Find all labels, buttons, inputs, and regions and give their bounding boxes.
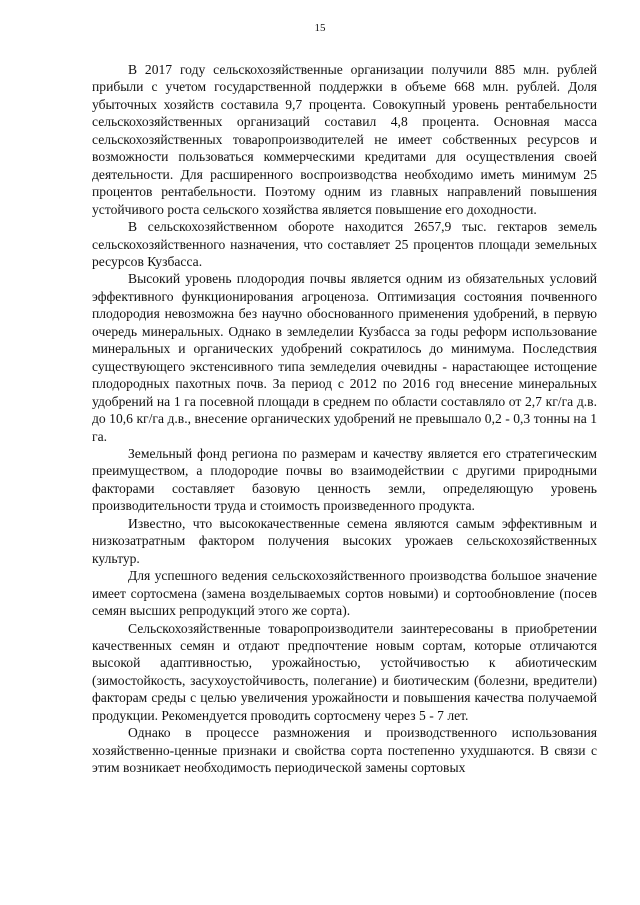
paragraph-producers: Сельскохозяйственные товаропроизводители заинтересованы в приобретении качественных семян и отдают предпочтение новым сортам, которые отличаются высокой адаптивностью, урожайностью, устойчивостью к абиотическим (зимостойкость, засухоустойчивость, полегание) и биотическим (болезни, вредители) факторам среды с целью увеличения урожайности и повышения качества получаемой продукции. Рекомендуется проводить сортосмену через 5 - 7 лет. bbox=[92, 620, 597, 723]
paragraph-seeds: Известно, что высококачественные семена являются самым эффективным и низкозатратным фактором получения высоких урожаев сельскохозяйственных культур. bbox=[92, 515, 597, 566]
paragraph-profit: В 2017 году сельскохозяйственные организации получили 885 млн. рублей прибыли с учетом государственной поддержки в объеме 668 млн. рублей. Доля убыточных хозяйств составила 9,7 процента. Совокупный уровень рентабельности сельскохозяйственных организаций составил 4,8 процента. Основная масса сельскохозяйственных товаропроизводителей не имеет собственных ресурсов и возможности пользоваться коммерческими кредитами для осуществления своей деятельности. Для расширенного воспроизводства необходимо иметь минимум 25 процентов рентабельности. Поэтому одним из главных направлений повышения устойчивого роста сельского хозяйства является повышение его доходности. bbox=[92, 62, 597, 217]
document-body bbox=[92, 61, 597, 777]
paragraph-degradation: Однако в процессе размножения и производственного использования хозяйственно-ценные признаки и свойства сорта постепенно ухудшаются. В связи с этим возникает необходимость периодической замены сортовых bbox=[92, 725, 597, 776]
paragraph-variety-change: Для успешного ведения сельскохозяйственного производства большое значение имеет сортосмена (замена возделываемых сортов новыми) и сортообновление (посев семян высших репродукций этого же сорта). bbox=[92, 568, 597, 619]
paragraph-land-turnover: В сельскохозяйственном обороте находится 2657,9 тыс. гектаров земель сельскохозяйственного назначения, что составляет 25 процентов площади земельных ресурсов Кузбасса. bbox=[92, 219, 597, 269]
page-number: 15 bbox=[314, 22, 326, 34]
paragraph-soil-fertility: Высокий уровень плодородия почвы является одним из обязательных условий эффективного функционирования агроценоза. Оптимизация состояния почвенного плодородия невозможна без научно обоснованного применения удобрений, в первую очередь минеральных. Однако в земледелии Кузбасса за годы реформ использование минеральных и органических удобрений сократилось до минимума. Последствия существующего экстенсивного типа земледелия очевидны - нарастающее истощение плодородных пахотных почв. За период с 2012 по 2016 год внесение минеральных удобрений на 1 га посевной площади в среднем по области составляло от 2,7 кг/га д.в. до 10,6 кг/га д.в., внесение органических удобрений не превышало 0,2 - 0,3 тонны на 1 га. bbox=[92, 271, 597, 444]
paragraph-land-fund: Земельный фонд региона по размерам и качеству является его стратегическим преимуществом, а плодородие почвы во взаимодействии с другими природными факторами составляет базовую ценность земли, определяющую уровень производительности труда и стоимость произведенного продукта. bbox=[92, 445, 597, 514]
